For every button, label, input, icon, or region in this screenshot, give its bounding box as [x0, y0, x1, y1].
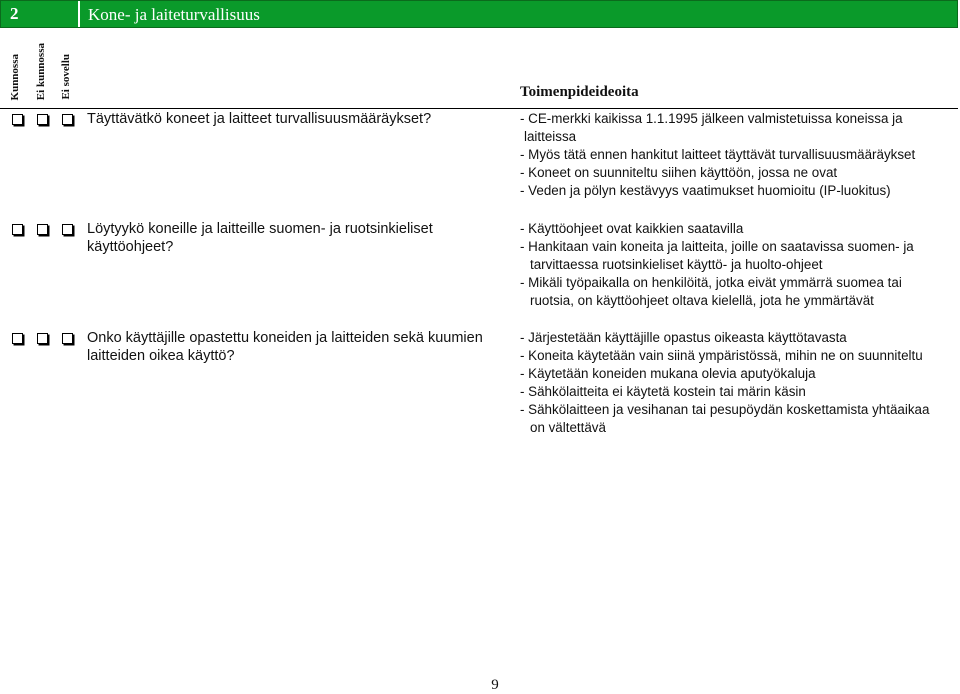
page-number: 9: [491, 677, 499, 693]
measure-item: - Koneet on suunniteltu siihen käyttöön, jossa ne ovat: [520, 165, 838, 180]
measure-item: - Sähkölaitteita ei käytetä kostein tai märin käsin: [520, 384, 806, 399]
measure-item: ruotsia, on käyttöohjeet oltava kielellä, jota he ymmärtävät: [530, 293, 874, 308]
column-header-kunnossa: Kunnossa: [9, 53, 21, 100]
question-text: Täyttävätkö koneet ja laitteet turvallisuusmääräykset?: [87, 111, 432, 127]
measure-item: - Järjestetään käyttäjille opastus oikeasta käyttötavasta: [520, 330, 847, 345]
measure-item: - Hankitaan vain koneita ja laitteita, joille on saatavissa suomen- ja: [520, 239, 914, 254]
header-rule: [0, 108, 958, 109]
measure-item: - Käytetään koneiden mukana olevia aputyökaluja: [520, 366, 816, 381]
checkbox-ei-sovellu[interactable]: [62, 114, 73, 125]
checkbox-kunnossa[interactable]: [12, 114, 23, 125]
checkbox-kunnossa[interactable]: [12, 224, 23, 235]
checkbox-ei-kunnossa[interactable]: [37, 224, 48, 235]
measures-list: [520, 220, 950, 310]
checkbox-ei-sovellu[interactable]: [62, 333, 73, 344]
measure-item: - Veden ja pölyn kestävyys vaatimukset huomioitu (IP-luokitus): [520, 183, 891, 198]
measures-list: [520, 329, 950, 437]
measure-item: - Koneita käytetään vain siinä ympäristössä, mihin ne on suunniteltu: [520, 348, 923, 363]
section-number: 2: [1, 1, 80, 27]
section-title: Kone- ja laiteturvallisuus: [88, 5, 260, 24]
status-column-headers: [0, 30, 80, 104]
column-header-ei-sovellu: Ei sovellu: [60, 54, 72, 100]
question-text: Onko käyttäjille opastettu koneiden ja laitteiden sekä kuumien laitteiden oikea käyttö?: [87, 330, 483, 364]
measure-item: - Käyttöohjeet ovat kaikkien saatavilla: [520, 221, 744, 236]
measure-item: - Myös tätä ennen hankitut laitteet täyttävät turvallisuusmääräykset: [520, 147, 916, 162]
measure-item: - Mikäli työpaikalla on henkilöitä, jotka eivät ymmärrä suomea tai: [520, 275, 902, 290]
question-text: Löytyykö koneille ja laitteille suomen- ja ruotsinkieliset käyttöohjeet?: [87, 221, 433, 255]
checkbox-kunnossa[interactable]: [12, 333, 23, 344]
measure-item: tarvittaessa ruotsinkieliset käyttö- ja huolto-ohjeet: [530, 257, 823, 272]
measure-item: laitteissa: [524, 129, 577, 144]
measure-item: on vältettävä: [530, 420, 606, 435]
column-header-ei-kunnossa: Ei kunnossa: [35, 42, 47, 100]
measure-item: - Sähkölaitteen ja vesihanan tai pesupöydän koskettamista yhtäaikaa: [520, 402, 930, 417]
checkbox-ei-sovellu[interactable]: [62, 224, 73, 235]
checkbox-ei-kunnossa[interactable]: [37, 114, 48, 125]
measure-item: - CE-merkki kaikissa 1.1.1995 jälkeen valmistetuissa koneissa ja: [520, 111, 903, 126]
checkbox-ei-kunnossa[interactable]: [37, 333, 48, 344]
measures-list: [520, 110, 950, 200]
section-header-bar: [0, 0, 958, 28]
measures-header: Toimenpideideoita: [520, 84, 639, 100]
